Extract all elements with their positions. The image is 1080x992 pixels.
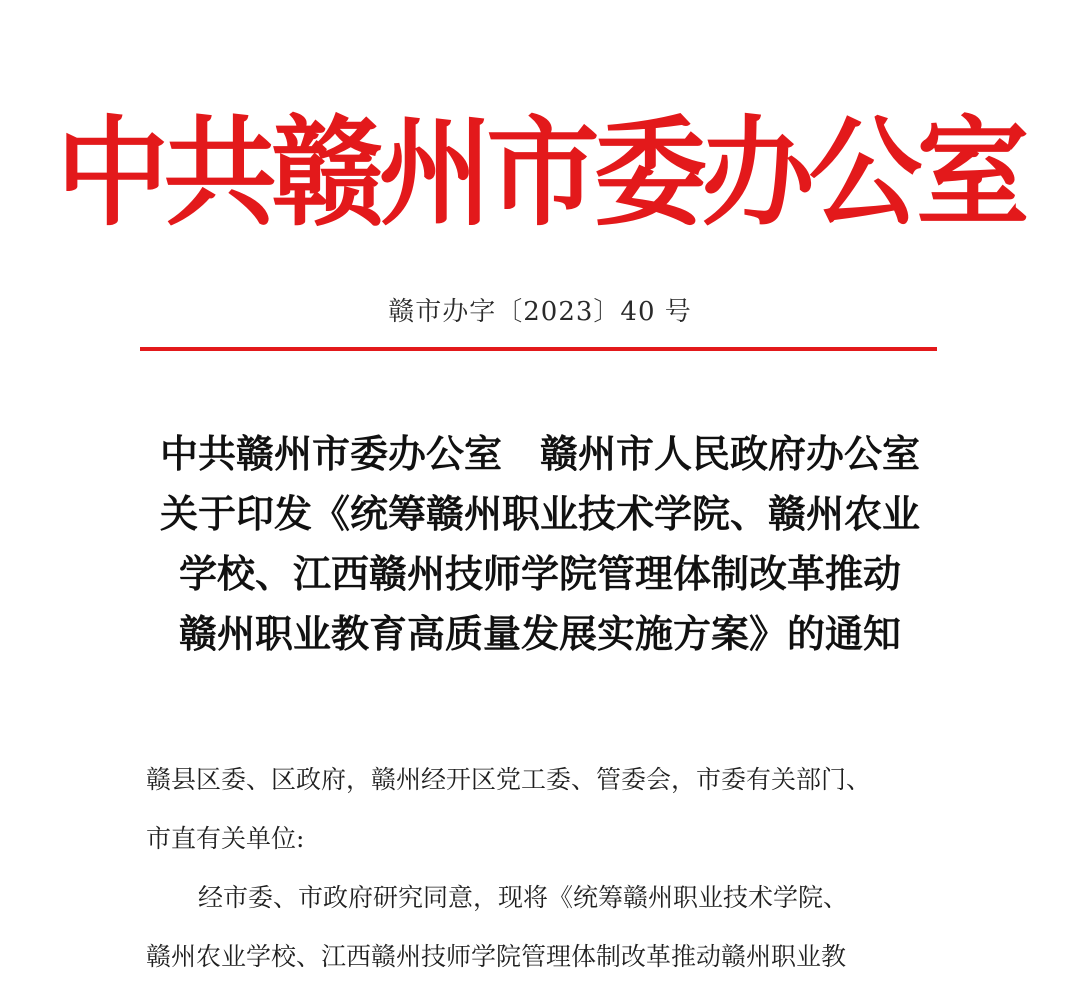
document-body xyxy=(146,750,946,986)
document-number: 赣市办字〔2023〕40 号 xyxy=(388,297,692,327)
recipients-line: 赣县区委、区政府，赣州经开区党工委、管委会，市委有关部门、 xyxy=(146,765,872,794)
masthead-title: 中共赣州市委办公室 xyxy=(56,104,1024,242)
red-divider-rule xyxy=(140,347,937,351)
body-paragraph-line: 赣州农业学校、江西赣州技师学院管理体制改革推动赣州职业教 xyxy=(146,942,847,971)
title-line: 关于印发《统筹赣州职业技术学院、赣州农业 xyxy=(159,491,920,536)
title-line: 赣州职业教育高质量发展实施方案》的通知 xyxy=(178,611,901,656)
title-line: 中共赣州市委办公室 赣州市人民政府办公室 xyxy=(159,431,920,476)
recipients-line: 市直有关单位: xyxy=(146,824,305,853)
title-line: 学校、江西赣州技师学院管理体制改革推动 xyxy=(178,551,901,596)
body-paragraph-line: 经市委、市政府研究同意，现将《统筹赣州职业技术学院、 xyxy=(198,883,849,912)
document-title xyxy=(120,424,960,664)
